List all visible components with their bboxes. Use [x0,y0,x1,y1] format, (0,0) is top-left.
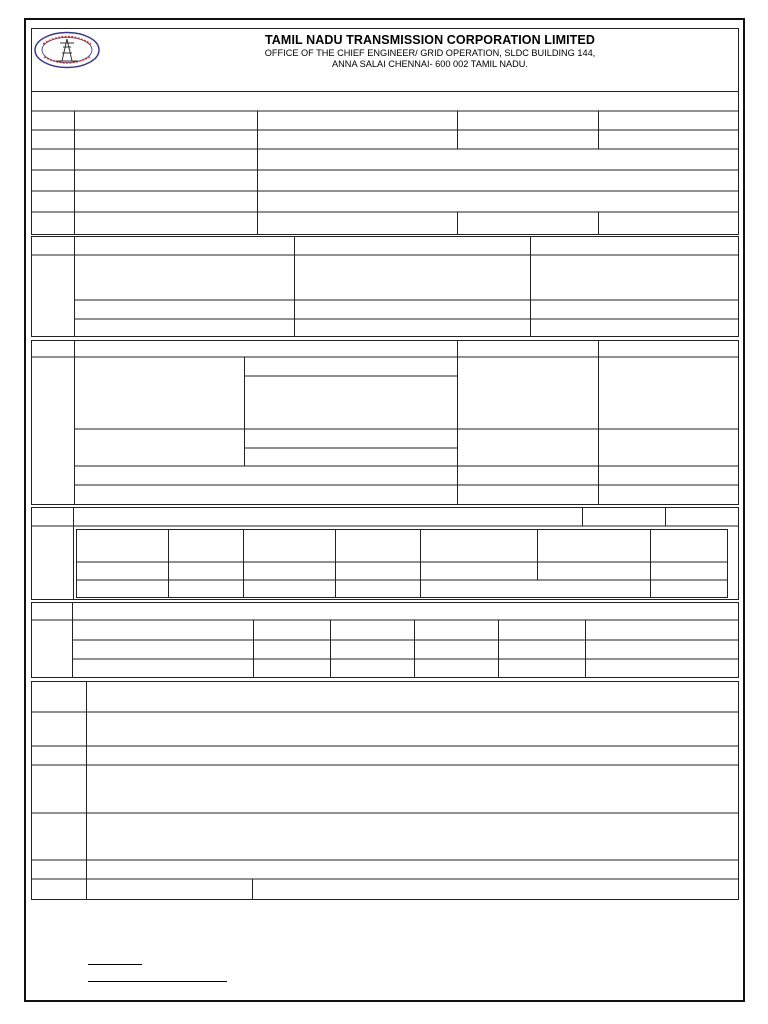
signature-underline-short [88,964,142,965]
company-title: TAMIL NADU TRANSMISSION CORPORATION LIMITED [265,33,595,47]
signature-underline-long [88,981,227,982]
office-address-line-2: ANNA SALAI CHENNAI- 600 002 TAMIL NADU. [332,59,528,69]
office-address-line-1: OFFICE OF THE CHIEF ENGINEER/ GRID OPERATION, SLDC BUILDING 144, [264,48,596,58]
